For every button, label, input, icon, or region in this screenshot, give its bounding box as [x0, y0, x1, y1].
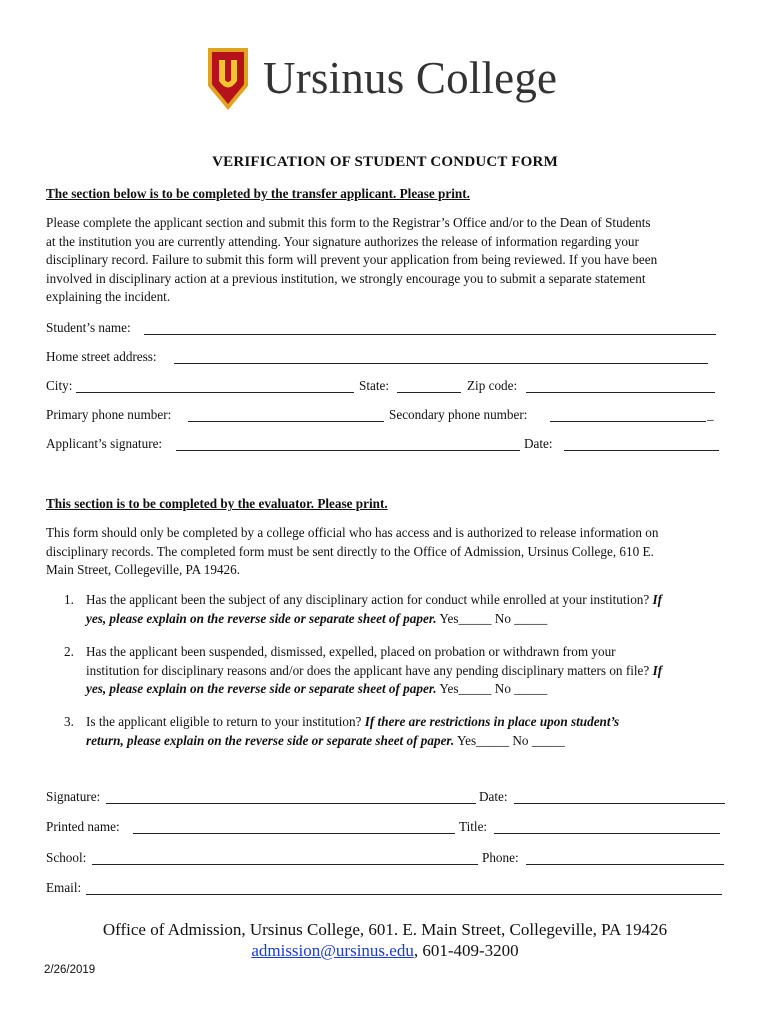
instruction-line: explaining the incident.: [46, 289, 171, 305]
title-label: Title:: [459, 819, 488, 834]
printed-name-label: Printed name:: [46, 819, 120, 834]
evaluator-signature-label: Signature:: [46, 789, 101, 804]
home-address-row: [46, 349, 736, 367]
email-field[interactable]: [86, 880, 722, 895]
question-text: Is the applicant eligible to return to your institution?: [86, 714, 362, 729]
primary-phone-label: Primary phone number:: [46, 407, 172, 422]
instruction-line: This form should only be completed by a college official who has access and is authorized to release information on: [46, 525, 659, 540]
college-name: Ursinus College: [263, 53, 558, 103]
city-state-zip-row: [46, 378, 736, 396]
instruction-line: Please complete the applicant section and submit this form to the Registrar’s Office and/or to the Dean of Students: [46, 215, 651, 230]
student-name-label: Student’s name:: [46, 320, 131, 335]
city-field[interactable]: [76, 378, 354, 393]
instruction-line: disciplinary records. The completed form must be sent directly to the Office of Admission, Ursinus College, 610 E.: [46, 543, 654, 559]
phone-field[interactable]: [526, 850, 724, 865]
instruction-line: involved in disciplinary action at a previous institution, we strongly encourage you to submit a separate statement: [46, 270, 646, 286]
applicant-date-field[interactable]: [564, 436, 719, 451]
question-number: 3.: [64, 714, 74, 729]
state-field[interactable]: [397, 378, 461, 393]
office-address: Office of Admission, Ursinus College, 601. E. Main Street, Collegeville, PA 19426: [102, 920, 668, 939]
question-3: [64, 713, 736, 750]
question-instruction: yes, please explain on the reverse side or separate sheet of paper.: [86, 610, 437, 626]
evaluator-date-label: Date:: [479, 789, 508, 804]
email-row: [46, 880, 736, 898]
question-number: 2.: [64, 644, 74, 659]
student-name-field[interactable]: [144, 320, 716, 335]
zip-field[interactable]: [526, 378, 715, 393]
question-text: Has the applicant been suspended, dismissed, expelled, placed on probation or withdrawn from your: [86, 644, 616, 659]
instruction-line: Main Street, Collegeville, PA 19426.: [46, 562, 241, 578]
question-instruction: If there are restrictions in place upon student’s: [364, 714, 620, 729]
question-instruction: If: [652, 662, 663, 678]
question-instruction: yes, please explain on the reverse side or separate sheet of paper.: [86, 681, 437, 697]
phone-row: [46, 407, 736, 425]
primary-phone-field[interactable]: [188, 407, 384, 422]
yes-no-blanks[interactable]: Yes_____ No _____: [456, 732, 565, 748]
email-label: Email:: [46, 880, 82, 895]
secondary-phone-label: Secondary phone number:: [389, 407, 528, 422]
footer-address: [0, 919, 770, 961]
printed-name-field[interactable]: [133, 819, 455, 834]
zip-label: Zip code:: [467, 378, 518, 393]
home-address-field[interactable]: [174, 349, 708, 364]
applicant-section-heading: The section below is to be completed by the transfer applicant. Please print.: [46, 186, 470, 201]
printed-name-row: [46, 819, 736, 837]
evaluator-signature-field[interactable]: [106, 789, 476, 804]
yes-no-blanks[interactable]: Yes_____ No _____: [439, 610, 548, 626]
question-2: [64, 643, 736, 699]
question-text: institution for disciplinary reasons and/or does the applicant have any pending disciplinary matters on file?: [86, 662, 650, 678]
school-field[interactable]: [92, 850, 478, 865]
question-instruction: return, please explain on the reverse side or separate sheet of paper.: [86, 732, 455, 748]
applicant-signature-row: [46, 436, 736, 454]
applicant-date-label: Date:: [524, 436, 553, 451]
evaluator-instructions: [46, 524, 732, 580]
title-field[interactable]: [494, 819, 720, 834]
admission-phone: , 601-409-3200: [413, 941, 519, 960]
applicant-signature-label: Applicant’s signature:: [46, 436, 163, 451]
school-label: School:: [46, 850, 87, 865]
revision-date: 2/26/2019: [44, 964, 96, 976]
school-phone-row: [46, 850, 736, 868]
yes-no-blanks[interactable]: Yes_____ No _____: [439, 681, 548, 697]
applicant-instructions: [46, 214, 732, 307]
evaluator-signature-row: [46, 789, 736, 807]
form-title: VERIFICATION OF STUDENT CONDUCT FORM: [212, 154, 558, 170]
state-label: State:: [359, 378, 390, 393]
evaluator-section-heading: This section is to be completed by the evaluator. Please print.: [46, 496, 388, 511]
admission-email-link[interactable]: admission@ursinus.edu: [251, 941, 414, 960]
evaluator-date-field[interactable]: [514, 789, 725, 804]
question-instruction: If: [652, 592, 663, 607]
question-number: 1.: [64, 592, 74, 607]
question-text: Has the applicant been the subject of any disciplinary action for conduct while enrolled at your institution?: [86, 592, 650, 607]
home-address-label: Home street address:: [46, 349, 157, 364]
ursinus-shield-logo: [206, 46, 250, 112]
phone-label: Phone:: [482, 850, 519, 865]
city-label: City:: [46, 378, 73, 393]
secondary-phone-field[interactable]: [550, 407, 706, 422]
question-1: [64, 591, 736, 628]
student-name-row: [46, 320, 736, 338]
applicant-signature-field[interactable]: [176, 436, 520, 451]
instruction-line: disciplinary record. Failure to submit this form will prevent your application from being reviewed. If you have been: [46, 252, 658, 268]
secondary-phone-trail: _: [707, 407, 714, 422]
instruction-line: at the institution you are currently attending. Your signature authorizes the release of information regarding your: [46, 233, 639, 249]
contact-line: [0, 940, 770, 961]
